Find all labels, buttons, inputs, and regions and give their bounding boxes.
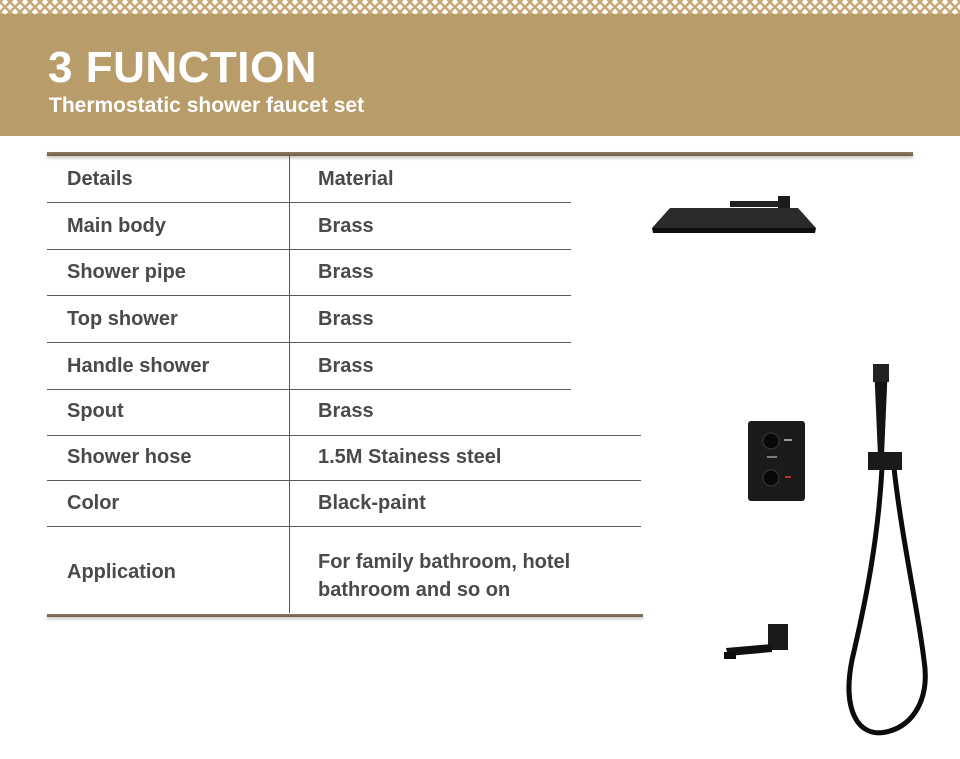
table-top-rule [47, 152, 913, 156]
row-label-top-shower: Top shower [67, 308, 178, 330]
valve-marking [784, 439, 792, 441]
row-label-shower-pipe: Shower pipe [67, 261, 186, 283]
tub-spout-image [722, 622, 790, 664]
row-value-application-line1: For family bathroom, hotel [318, 551, 571, 573]
page-subtitle: Thermostatic shower faucet set [49, 94, 365, 117]
row-divider [47, 389, 571, 390]
spout-outlet [724, 652, 736, 659]
row-value-handle-shower: Brass [318, 355, 374, 377]
row-label-spout: Spout [67, 400, 124, 422]
table-header-details: Details [67, 168, 133, 190]
row-value-shower-pipe: Brass [318, 261, 374, 283]
shower-head-edge [652, 228, 816, 233]
table-header-material: Material [318, 168, 394, 190]
flow-knob [763, 433, 779, 449]
row-value-spout: Brass [318, 400, 374, 422]
temperature-knob [763, 470, 779, 486]
row-value-top-shower: Brass [318, 308, 374, 330]
row-label-color: Color [67, 492, 120, 514]
row-divider [47, 342, 571, 343]
shower-head-top [652, 208, 816, 228]
row-label-shower-hose: Shower hose [67, 446, 192, 468]
row-divider [47, 480, 641, 481]
valve-marking [785, 476, 791, 478]
row-label-main-body: Main body [67, 215, 166, 237]
row-label-handle-shower: Handle shower [67, 355, 210, 377]
valve-marking [767, 456, 777, 458]
row-value-color: Black-paint [318, 492, 426, 514]
row-value-shower-hose: 1.5M Stainess steel [318, 446, 502, 468]
row-value-main-body: Brass [318, 215, 374, 237]
row-divider [47, 202, 571, 203]
shower-hose [849, 468, 925, 733]
top-shower-image [650, 192, 820, 242]
column-divider [289, 156, 290, 613]
hand-shower-image [838, 360, 938, 746]
table-bottom-rule [47, 614, 643, 617]
page-title: 3 FUNCTION [48, 43, 317, 92]
hand-shower-holder [868, 452, 902, 470]
row-divider [47, 435, 641, 436]
hand-shower-head [873, 364, 889, 382]
row-divider [47, 526, 641, 527]
shower-arm [730, 201, 780, 207]
decorative-border [0, 0, 960, 14]
row-divider [47, 249, 571, 250]
valve-plate [748, 421, 805, 501]
row-value-application-line2: bathroom and so on [318, 579, 511, 601]
row-divider [47, 295, 571, 296]
thermostat-valve-image [747, 420, 807, 502]
row-label-application: Application [67, 561, 176, 583]
header-banner [0, 14, 960, 136]
